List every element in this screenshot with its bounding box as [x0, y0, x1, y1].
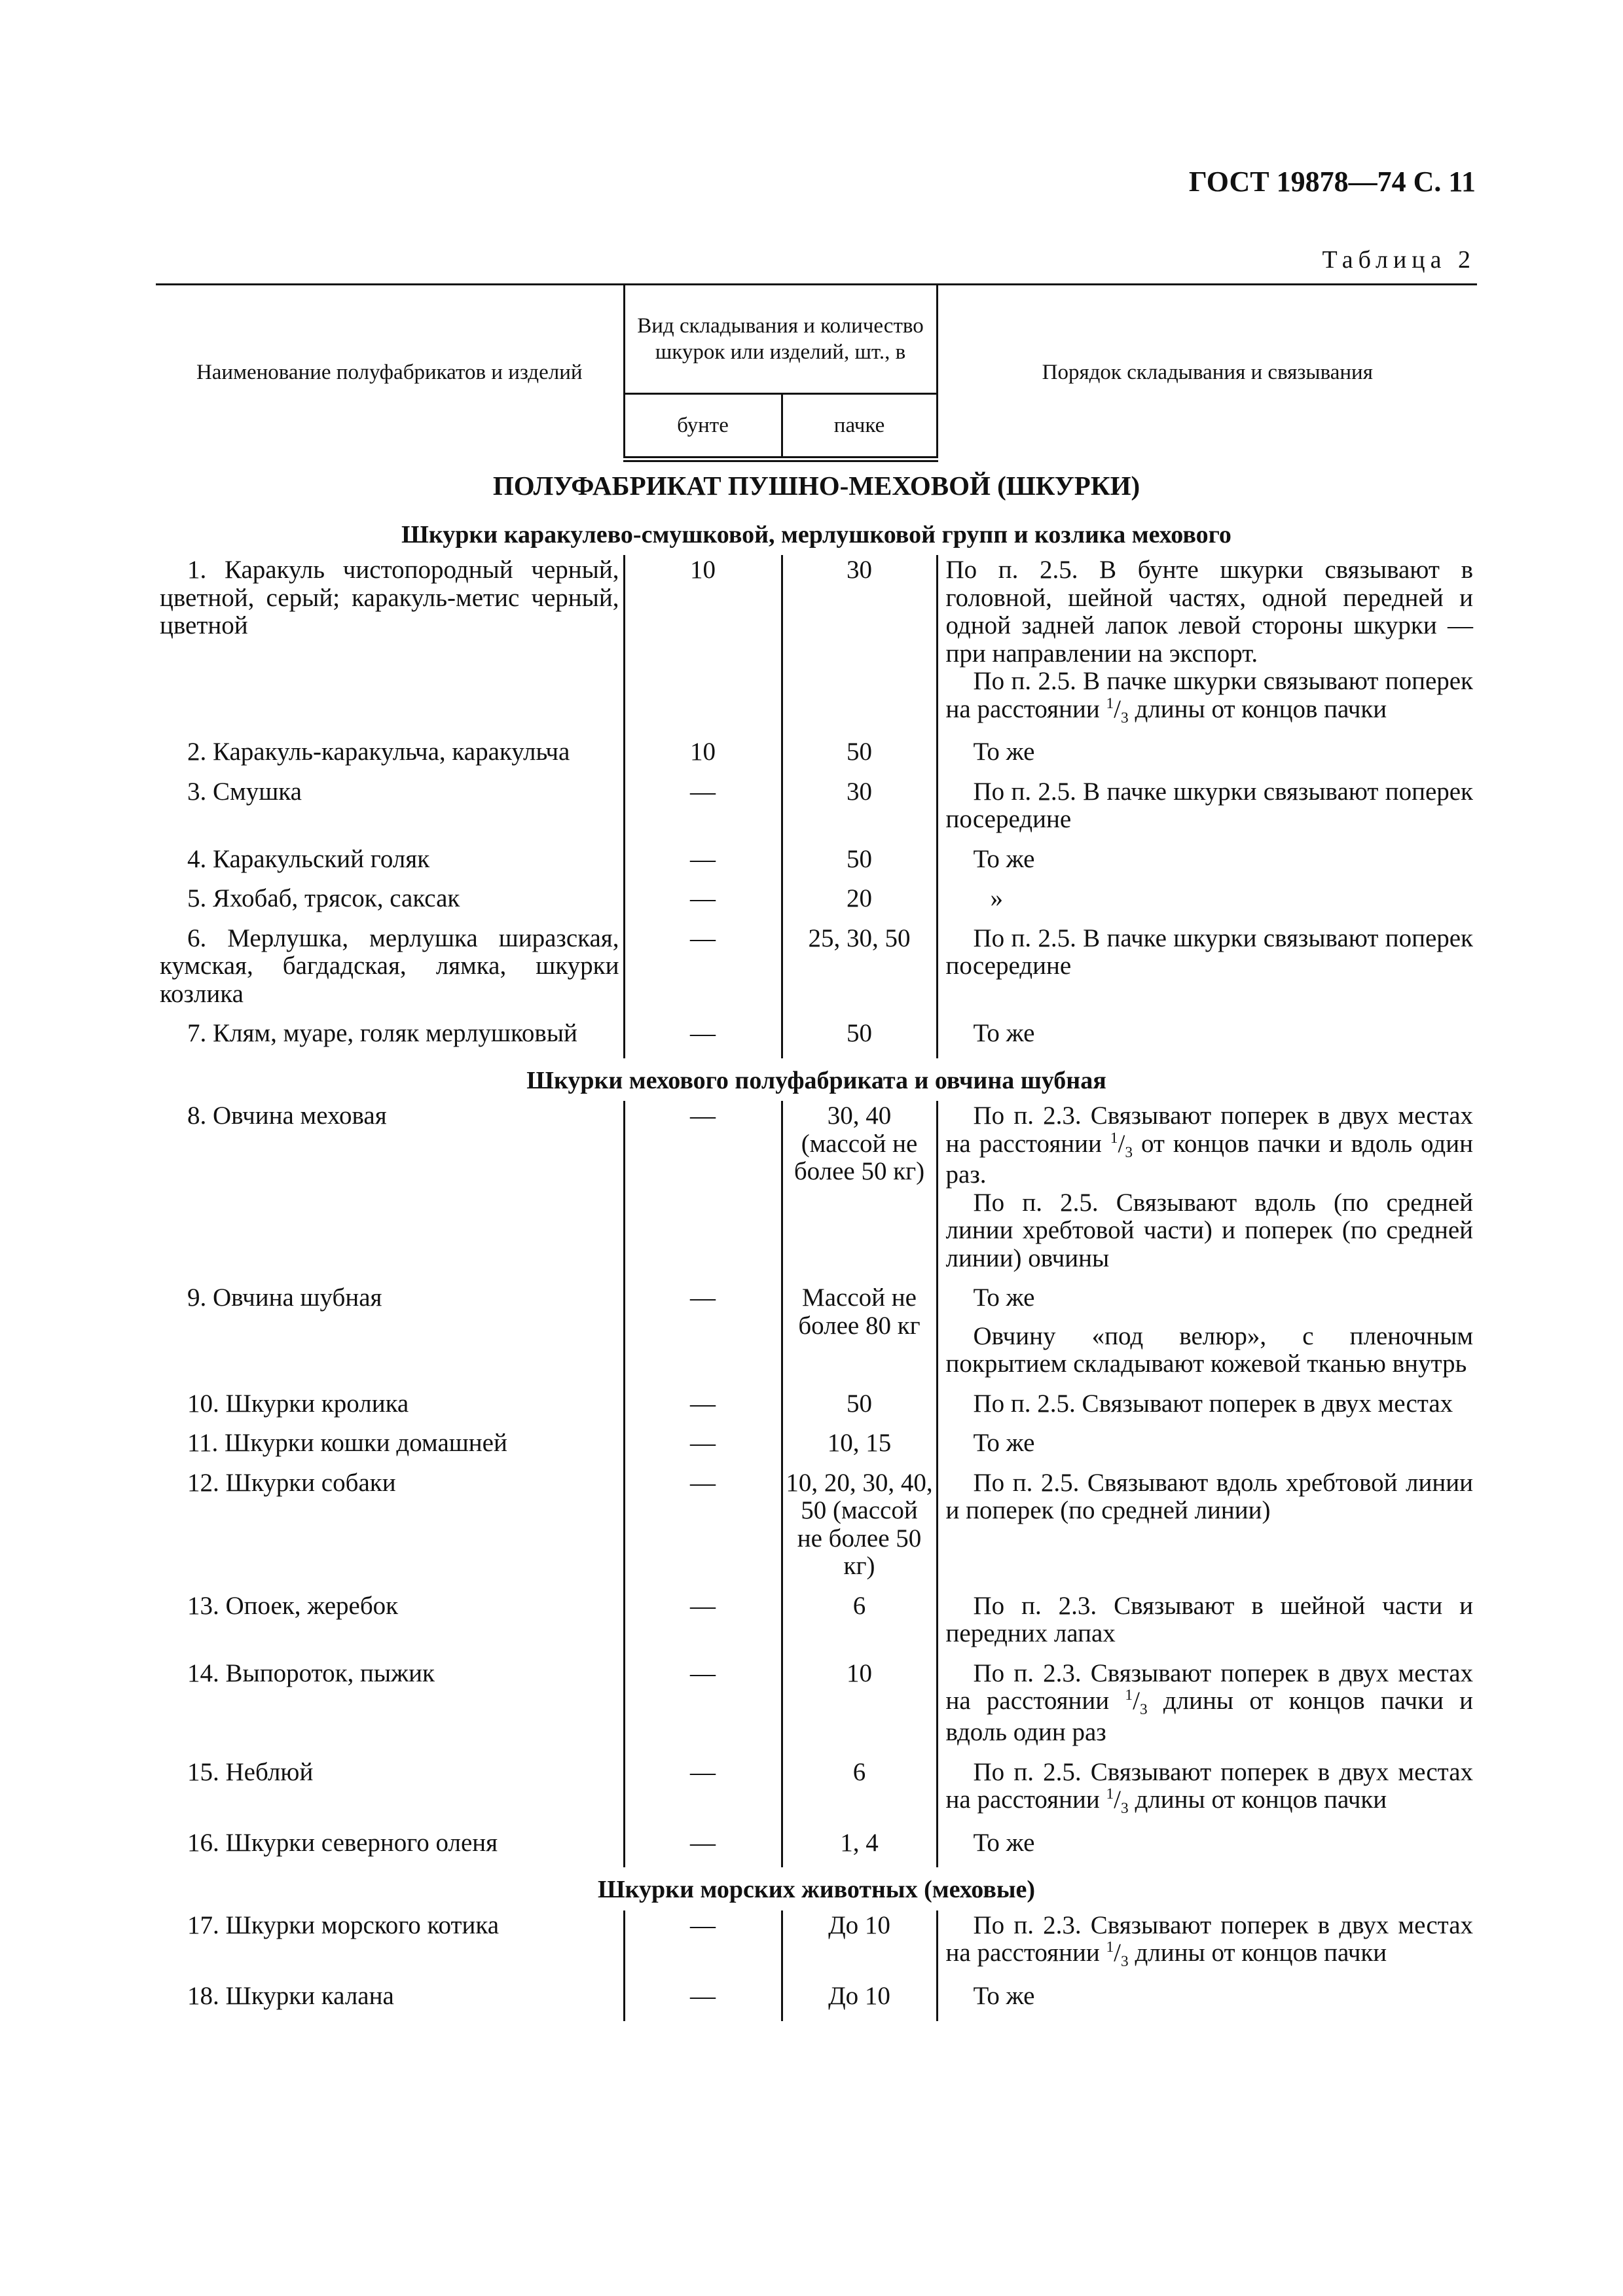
order-text: длины от концов пачки — [1135, 694, 1387, 723]
row-pachka: 30, 40 (массой не более 50 кг) — [782, 1101, 937, 1283]
header-order: Порядок складывания и связывания — [937, 285, 1477, 459]
row-order-note: Овчину «под велюр», с пленочным покрытием складывают кожевой тканью внутрь — [945, 1321, 1474, 1378]
subsection-title: Шкурки мехового полуфабриката и овчина шубная — [526, 1066, 1106, 1094]
row-bunt: — — [624, 1659, 782, 1757]
row-name: 6. Мерлушка, мерлушка ширазская, кумская, багдадская, лямка, шкурки козлика — [160, 924, 619, 1008]
row-name: 4. Каракульский голяк — [187, 844, 430, 873]
row-order: По п. 2.5. Связывают вдоль хребтовой линии и поперек (по средней линии) — [937, 1468, 1477, 1591]
row-pachka: 50 — [782, 1018, 937, 1058]
table-row — [156, 777, 1477, 844]
row-order: По п. 2.3. Связывают в шейной части и передних лапах — [937, 1591, 1477, 1659]
row-bunt: — — [624, 884, 782, 924]
table-row — [156, 1018, 1477, 1058]
order-text: По п. 2.3. Связывают поперек в двух местах на расстоянии — [945, 1102, 1474, 1158]
row-name: 7. Клям, муаре, голяк мерлушковый — [187, 1019, 577, 1048]
row-pachka: 6 — [782, 1591, 937, 1659]
row-order: То же — [937, 844, 1477, 884]
table-row — [156, 555, 1477, 737]
order-text: от концов пачки и вдоль один раз. — [945, 1129, 1474, 1189]
row-pachka: 10 — [782, 1659, 937, 1757]
row-order: По п. 2.5. В пачке шкурки связывают поперек посередине — [937, 777, 1477, 844]
row-order — [937, 555, 1477, 737]
row-bunt: — — [624, 1428, 782, 1468]
row-order-p1 — [946, 1102, 1474, 1189]
row-pachka: 1, 4 — [782, 1828, 937, 1868]
row-order-p1: То же — [973, 1283, 1035, 1312]
row-pachka: 30 — [782, 777, 937, 844]
row-order: По п. 2.5. Связывают поперек в двух местах — [937, 1389, 1477, 1429]
row-order: То же — [937, 1828, 1477, 1868]
row-name: 18. Шкурки калана — [187, 1982, 394, 2010]
header-packing-group: Вид складывания и количество шкурок или изделий, шт., в — [624, 285, 937, 394]
row-bunt: — — [624, 924, 782, 1019]
row-name: 17. Шкурки морского котика — [187, 1910, 500, 1939]
row-pachka: Массой не более 80 кг — [782, 1283, 937, 1389]
table-row — [156, 737, 1477, 777]
row-bunt: — — [624, 1981, 782, 2021]
order-text: По п. 2.5. В пачке шкурки связывают поперек на расстоянии — [945, 667, 1474, 723]
row-order — [937, 1659, 1477, 1757]
table-row — [156, 1428, 1477, 1468]
row-bunt: — — [624, 1468, 782, 1591]
header-name: Наименование полуфабрикатов и изделий — [156, 285, 624, 459]
row-bunt: — — [624, 1828, 782, 1868]
table-caption: Таблица 2 — [1322, 246, 1476, 274]
row-pachka: 10, 20, 30, 40, 50 (массой не более 50 кг) — [782, 1468, 937, 1591]
row-bunt: 10 — [624, 555, 782, 737]
row-name: 16. Шкурки северного оленя — [187, 1828, 498, 1857]
row-order: По п. 2.5. В пачке шкурки связывают поперек посередине — [937, 924, 1477, 1019]
table-row — [156, 884, 1477, 924]
row-pachka: 10, 15 — [782, 1428, 937, 1468]
row-pachka: 50 — [782, 737, 937, 777]
order-text: По п. 2.3. Связывают поперек в двух местах на расстоянии — [945, 1910, 1474, 1967]
table-row — [156, 1283, 1477, 1389]
table-row — [156, 1659, 1477, 1757]
header-pachka: пачке — [782, 394, 937, 459]
row-order — [937, 1910, 1477, 1981]
order-text: длины от концов пачки и вдоль один раз — [945, 1687, 1474, 1747]
table-row — [156, 1389, 1477, 1429]
table-row — [156, 1828, 1477, 1868]
row-name: 3. Смушка — [187, 777, 302, 806]
row-order: То же — [937, 737, 1477, 777]
row-name: 15. Неблюй — [187, 1757, 314, 1786]
row-name: 14. Выпороток, пыжик — [187, 1659, 435, 1687]
row-name: 12. Шкурки собаки — [187, 1468, 396, 1497]
row-name: 13. Опоек, жеребок — [187, 1591, 399, 1620]
row-bunt: — — [624, 777, 782, 844]
row-order — [937, 1757, 1477, 1828]
row-pachka: До 10 — [782, 1910, 937, 1981]
row-pachka: 6 — [782, 1757, 937, 1828]
row-name: 11. Шкурки кошки домашней — [187, 1429, 507, 1458]
row-bunt: — — [624, 1910, 782, 1981]
order-text: По п. 2.3. Связывают поперек в двух местах на расстоянии — [945, 1659, 1474, 1715]
row-order — [937, 1283, 1477, 1389]
row-order — [937, 1101, 1477, 1283]
row-pachka: 50 — [782, 1389, 937, 1429]
table-row — [156, 844, 1477, 884]
row-name: 2. Каракуль-каракульча, каракульча — [187, 738, 570, 766]
page-header: ГОСТ 19878—74 С. 11 — [1188, 166, 1476, 198]
table-row — [156, 924, 1477, 1019]
order-text: длины от концов пачки — [1135, 1939, 1387, 1967]
row-bunt: 10 — [624, 737, 782, 777]
section-title: ПОЛУФАБРИКАТ ПУШНО-МЕХОВОЙ (ШКУРКИ) — [492, 471, 1140, 501]
fraction-one-third: $^1/_3$ — [1106, 694, 1129, 726]
row-pachka: 50 — [782, 844, 937, 884]
fraction-one-third: $^1/_3$ — [1110, 1129, 1133, 1161]
row-bunt: — — [624, 1283, 782, 1389]
table-row — [156, 1468, 1477, 1591]
fraction-one-third: $^1/_3$ — [1106, 1785, 1129, 1818]
table-row — [156, 1910, 1477, 1981]
row-order-p2: По п. 2.5. Связывают вдоль (по средней линии хребтовой части) и поперек (по средней линии) овчины — [945, 1188, 1474, 1272]
row-order: То же — [937, 1018, 1477, 1058]
packing-table — [156, 283, 1477, 2021]
row-bunt: — — [624, 1591, 782, 1659]
subsection-title: Шкурки каракулево-смушковой, мерлушковой групп и козлика мехового — [401, 520, 1231, 548]
row-name: 10. Шкурки кролика — [187, 1389, 409, 1418]
row-bunt: — — [624, 1101, 782, 1283]
table-row — [156, 1101, 1477, 1283]
row-order: » — [937, 884, 1477, 924]
row-pachka: 25, 30, 50 — [782, 924, 937, 1019]
row-bunt: — — [624, 1018, 782, 1058]
row-name: 8. Овчина меховая — [187, 1102, 387, 1130]
order-text: длины от концов пачки — [1135, 1785, 1387, 1814]
row-pachka: 30 — [782, 555, 937, 737]
fraction-one-third: $^1/_3$ — [1125, 1687, 1148, 1719]
row-name: 9. Овчина шубная — [187, 1283, 382, 1312]
subsection-title: Шкурки морских животных (меховые) — [597, 1876, 1036, 1904]
row-name: 5. Яхобаб, трясок, саксак — [187, 884, 460, 913]
row-bunt: — — [624, 1757, 782, 1828]
row-pachka: 20 — [782, 884, 937, 924]
row-pachka: До 10 — [782, 1981, 937, 2021]
row-order: То же — [937, 1981, 1477, 2021]
row-bunt: — — [624, 1389, 782, 1429]
row-name: 1. Каракуль чистопородный черный, цветной, серый; каракуль-метис черный, цветной — [160, 556, 619, 640]
row-order: То же — [937, 1428, 1477, 1468]
row-order-p1: По п. 2.5. В бунте шкурки связывают в головной, шейной частях, одной передней и одной задней лапок левой стороны шкурки — при направлении на экспорт. — [945, 556, 1474, 668]
fraction-one-third: $^1/_3$ — [1106, 1939, 1129, 1971]
table-row — [156, 1757, 1477, 1828]
row-bunt: — — [624, 844, 782, 884]
header-bunt: бунте — [624, 394, 782, 459]
table-row — [156, 1981, 1477, 2021]
order-text: По п. 2.5. Связывают поперек в двух местах на расстоянии — [945, 1757, 1474, 1814]
row-order-p2 — [946, 668, 1474, 726]
table-row — [156, 1591, 1477, 1659]
